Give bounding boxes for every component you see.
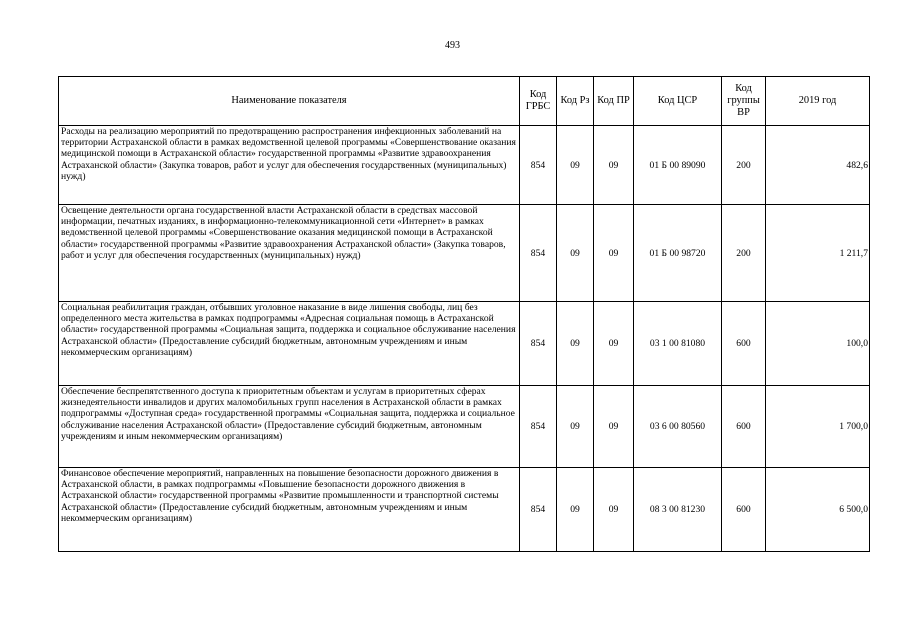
- cell-vr: 200: [722, 126, 766, 205]
- cell-name: Расходы на реализацию мероприятий по предотвращению распространения инфекционных заболеваний на территории Астраханской области в рамках ведомственной целевой программы «Совершенствование оказания медицинской помощи в Астраханской области» государственной программы «Развитие здравоохранения Астраханской области» (Закупка товаров, работ и услуг для обеспечения государственных (муниципальных) нужд): [59, 126, 520, 205]
- table-row: [59, 126, 870, 205]
- header-vr: Код группы ВР: [722, 77, 766, 126]
- cell-pr: 09: [594, 126, 634, 205]
- cell-csr: 01 Б 00 98720: [634, 205, 722, 302]
- cell-sum: 482,6: [766, 126, 870, 205]
- cell-vr: 200: [722, 205, 766, 302]
- cell-vr: 600: [722, 302, 766, 386]
- cell-vr: 600: [722, 468, 766, 552]
- cell-vr: 600: [722, 386, 766, 468]
- cell-rz: 09: [557, 386, 594, 468]
- table-row: [59, 302, 870, 386]
- header-csr: Код ЦСР: [634, 77, 722, 126]
- header-grbs: Код ГРБС: [520, 77, 557, 126]
- cell-pr: 09: [594, 205, 634, 302]
- cell-sum: 100,0: [766, 302, 870, 386]
- cell-rz: 09: [557, 205, 594, 302]
- cell-grbs: 854: [520, 126, 557, 205]
- header-row: [59, 77, 870, 126]
- cell-csr: 01 Б 00 89090: [634, 126, 722, 205]
- cell-sum: 1 700,0: [766, 386, 870, 468]
- cell-pr: 09: [594, 386, 634, 468]
- cell-csr: 08 3 00 81230: [634, 468, 722, 552]
- cell-grbs: 854: [520, 386, 557, 468]
- page-number: 493: [445, 40, 460, 51]
- table-row: [59, 468, 870, 552]
- cell-pr: 09: [594, 302, 634, 386]
- cell-sum: 1 211,7: [766, 205, 870, 302]
- cell-pr: 09: [594, 468, 634, 552]
- cell-rz: 09: [557, 302, 594, 386]
- budget-table: [58, 76, 870, 552]
- cell-name: Финансовое обеспечение мероприятий, направленных на повышение безопасности дорожного движения в Астраханской области, в рамках подпрограммы «Повышение безопасности дорожного движения в Астраханской области» государственной программы «Развитие промышленности и транспортной системы Астраханской области» (Предоставление субсидий бюджетным, автономным учреждениям и иным некоммерческим организациям): [59, 468, 520, 552]
- cell-name: Социальная реабилитация граждан, отбывших уголовное наказание в виде лишения свободы, лиц без определенного места жительства в рамках подпрограммы «Адресная социальная помощь в Астраханской области» государственной программы «Социальная защита, поддержка и социальное обслуживание населения Астраханской области» (Предоставление субсидий бюджетным, автономным учреждениям и иным некоммерческим организациям): [59, 302, 520, 386]
- cell-name: Освещение деятельности органа государственной власти Астраханской области в средствах массовой информации, печатных изданиях, в информационно-телекоммуникационной сети «Интернет» в рамках ведомственной целевой программы «Совершенствование оказания медицинской помощи в Астраханской области» государственной программы «Развитие здравоохранения Астраханской области» (Закупка товаров, работ и услуг для обеспечения государственных (муниципальных) нужд): [59, 205, 520, 302]
- table-row: [59, 205, 870, 302]
- cell-sum: 6 500,0: [766, 468, 870, 552]
- cell-grbs: 854: [520, 205, 557, 302]
- cell-csr: 03 6 00 80560: [634, 386, 722, 468]
- table-body: [59, 126, 870, 552]
- cell-rz: 09: [557, 468, 594, 552]
- cell-name: Обеспечение беспрепятственного доступа к приоритетным объектам и услугам в приоритетных сферах жизнедеятельности инвалидов и других маломобильных групп населения в Астраханской области в рамках подпрограммы «Доступная среда» государственной программы «Социальная защита, поддержка и социальное обслуживание населения Астраханской области» (Предоставление субсидий бюджетным, автономным учреждениям и иным некоммерческим организациям): [59, 386, 520, 468]
- table-row: [59, 386, 870, 468]
- header-name: Наименование показателя: [59, 77, 520, 126]
- table-header: [59, 77, 870, 126]
- cell-grbs: 854: [520, 468, 557, 552]
- header-rz: Код Рз: [557, 77, 594, 126]
- header-pr: Код ПР: [594, 77, 634, 126]
- cell-rz: 09: [557, 126, 594, 205]
- cell-grbs: 854: [520, 302, 557, 386]
- cell-csr: 03 1 00 81080: [634, 302, 722, 386]
- header-year: 2019 год: [766, 77, 870, 126]
